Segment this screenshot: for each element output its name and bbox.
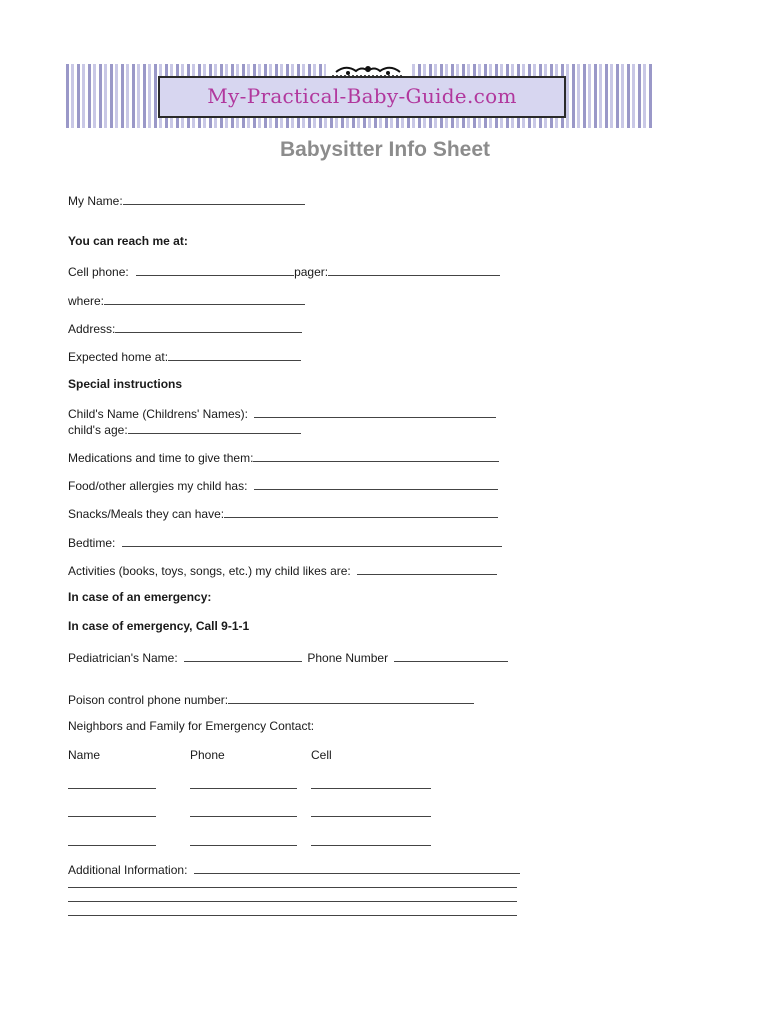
food-allergies-label: Food/other allergies my child has: <box>68 479 248 493</box>
expected-home-label: Expected home at: <box>68 350 169 364</box>
my-name-field[interactable] <box>123 192 305 205</box>
medications-row <box>68 449 499 465</box>
contacts-header-cell: Cell <box>311 748 332 762</box>
site-name: My-Practical-Baby-Guide.com <box>207 84 517 108</box>
poison-control-field[interactable] <box>228 691 474 704</box>
cell-phone-label: Cell phone: <box>68 265 129 279</box>
additional-label: Additional Information: <box>68 863 188 877</box>
expected-home-field[interactable] <box>168 348 301 361</box>
special-heading: Special instructions <box>68 377 183 391</box>
where-row <box>68 292 305 308</box>
cell-phone-row <box>68 263 500 279</box>
pediatrician-label: Pediatrician's Name: <box>68 651 178 665</box>
address-label: Address: <box>68 322 116 336</box>
contact-1-phone-field[interactable] <box>190 788 297 789</box>
childs-name-label: Child's Name (Childrens' Names): <box>68 407 248 421</box>
childs-age-label: child's age: <box>68 423 128 437</box>
childs-age-field[interactable] <box>128 421 301 434</box>
bedtime-row <box>68 534 502 550</box>
additional-row <box>68 861 520 877</box>
additional-field-line-3[interactable] <box>68 901 517 902</box>
reach-heading: You can reach me at: <box>68 234 188 248</box>
bedtime-label: Bedtime: <box>68 536 116 550</box>
snacks-row <box>68 505 498 521</box>
poison-control-label: Poison control phone number: <box>68 693 229 707</box>
food-allergies-row <box>68 477 498 493</box>
poison-control-row <box>68 691 474 707</box>
pager-field[interactable] <box>328 263 500 276</box>
activities-row <box>68 562 497 578</box>
where-label: where: <box>68 294 105 308</box>
bedtime-field[interactable] <box>122 534 502 547</box>
page-title: Babysitter Info Sheet <box>279 138 491 161</box>
food-allergies-field[interactable] <box>254 477 498 490</box>
childs-age-row <box>68 421 301 437</box>
contact-3-cell-field[interactable] <box>311 845 431 846</box>
contact-1-cell-field[interactable] <box>311 788 431 789</box>
emergency-call: In case of emergency, Call 9-1-1 <box>68 619 250 633</box>
additional-field-line-4[interactable] <box>68 915 517 916</box>
medications-label: Medications and time to give them: <box>68 451 254 465</box>
contact-2-phone-field[interactable] <box>190 816 297 817</box>
contact-2-cell-field[interactable] <box>311 816 431 817</box>
contact-3-phone-field[interactable] <box>190 845 297 846</box>
address-field[interactable] <box>115 320 302 333</box>
activities-label: Activities (books, toys, songs, etc.) my child likes are: <box>68 564 351 578</box>
childs-name-row <box>68 405 496 421</box>
pediatrician-field[interactable] <box>184 649 302 662</box>
medications-field[interactable] <box>253 449 499 462</box>
where-field[interactable] <box>104 292 305 305</box>
additional-field-line-2[interactable] <box>68 887 517 888</box>
cell-phone-field[interactable] <box>136 263 294 276</box>
activities-field[interactable] <box>357 562 497 575</box>
snacks-label: Snacks/Meals they can have: <box>68 507 225 521</box>
childs-name-field[interactable] <box>254 405 496 418</box>
contacts-header-phone: Phone <box>190 748 225 762</box>
contacts-header-name: Name <box>68 748 101 762</box>
snacks-field[interactable] <box>224 505 498 518</box>
address-row <box>68 320 302 336</box>
contact-2-name-field[interactable] <box>68 816 156 817</box>
contact-3-name-field[interactable] <box>68 845 156 846</box>
contact-1-name-field[interactable] <box>68 788 156 789</box>
phone-number-field[interactable] <box>394 649 508 662</box>
additional-field-line-1[interactable] <box>194 861 520 874</box>
pager-label: pager: <box>294 265 329 279</box>
my-name-label: My Name: <box>68 194 123 208</box>
pediatrician-row <box>68 649 508 665</box>
expected-home-row <box>68 348 301 364</box>
neighbors-label: Neighbors and Family for Emergency Contact: <box>68 719 315 733</box>
my-name-row <box>68 192 305 208</box>
banner-logo-box <box>158 76 566 118</box>
emergency-heading: In case of an emergency: <box>68 590 212 604</box>
phone-number-label: Phone Number <box>307 651 389 665</box>
